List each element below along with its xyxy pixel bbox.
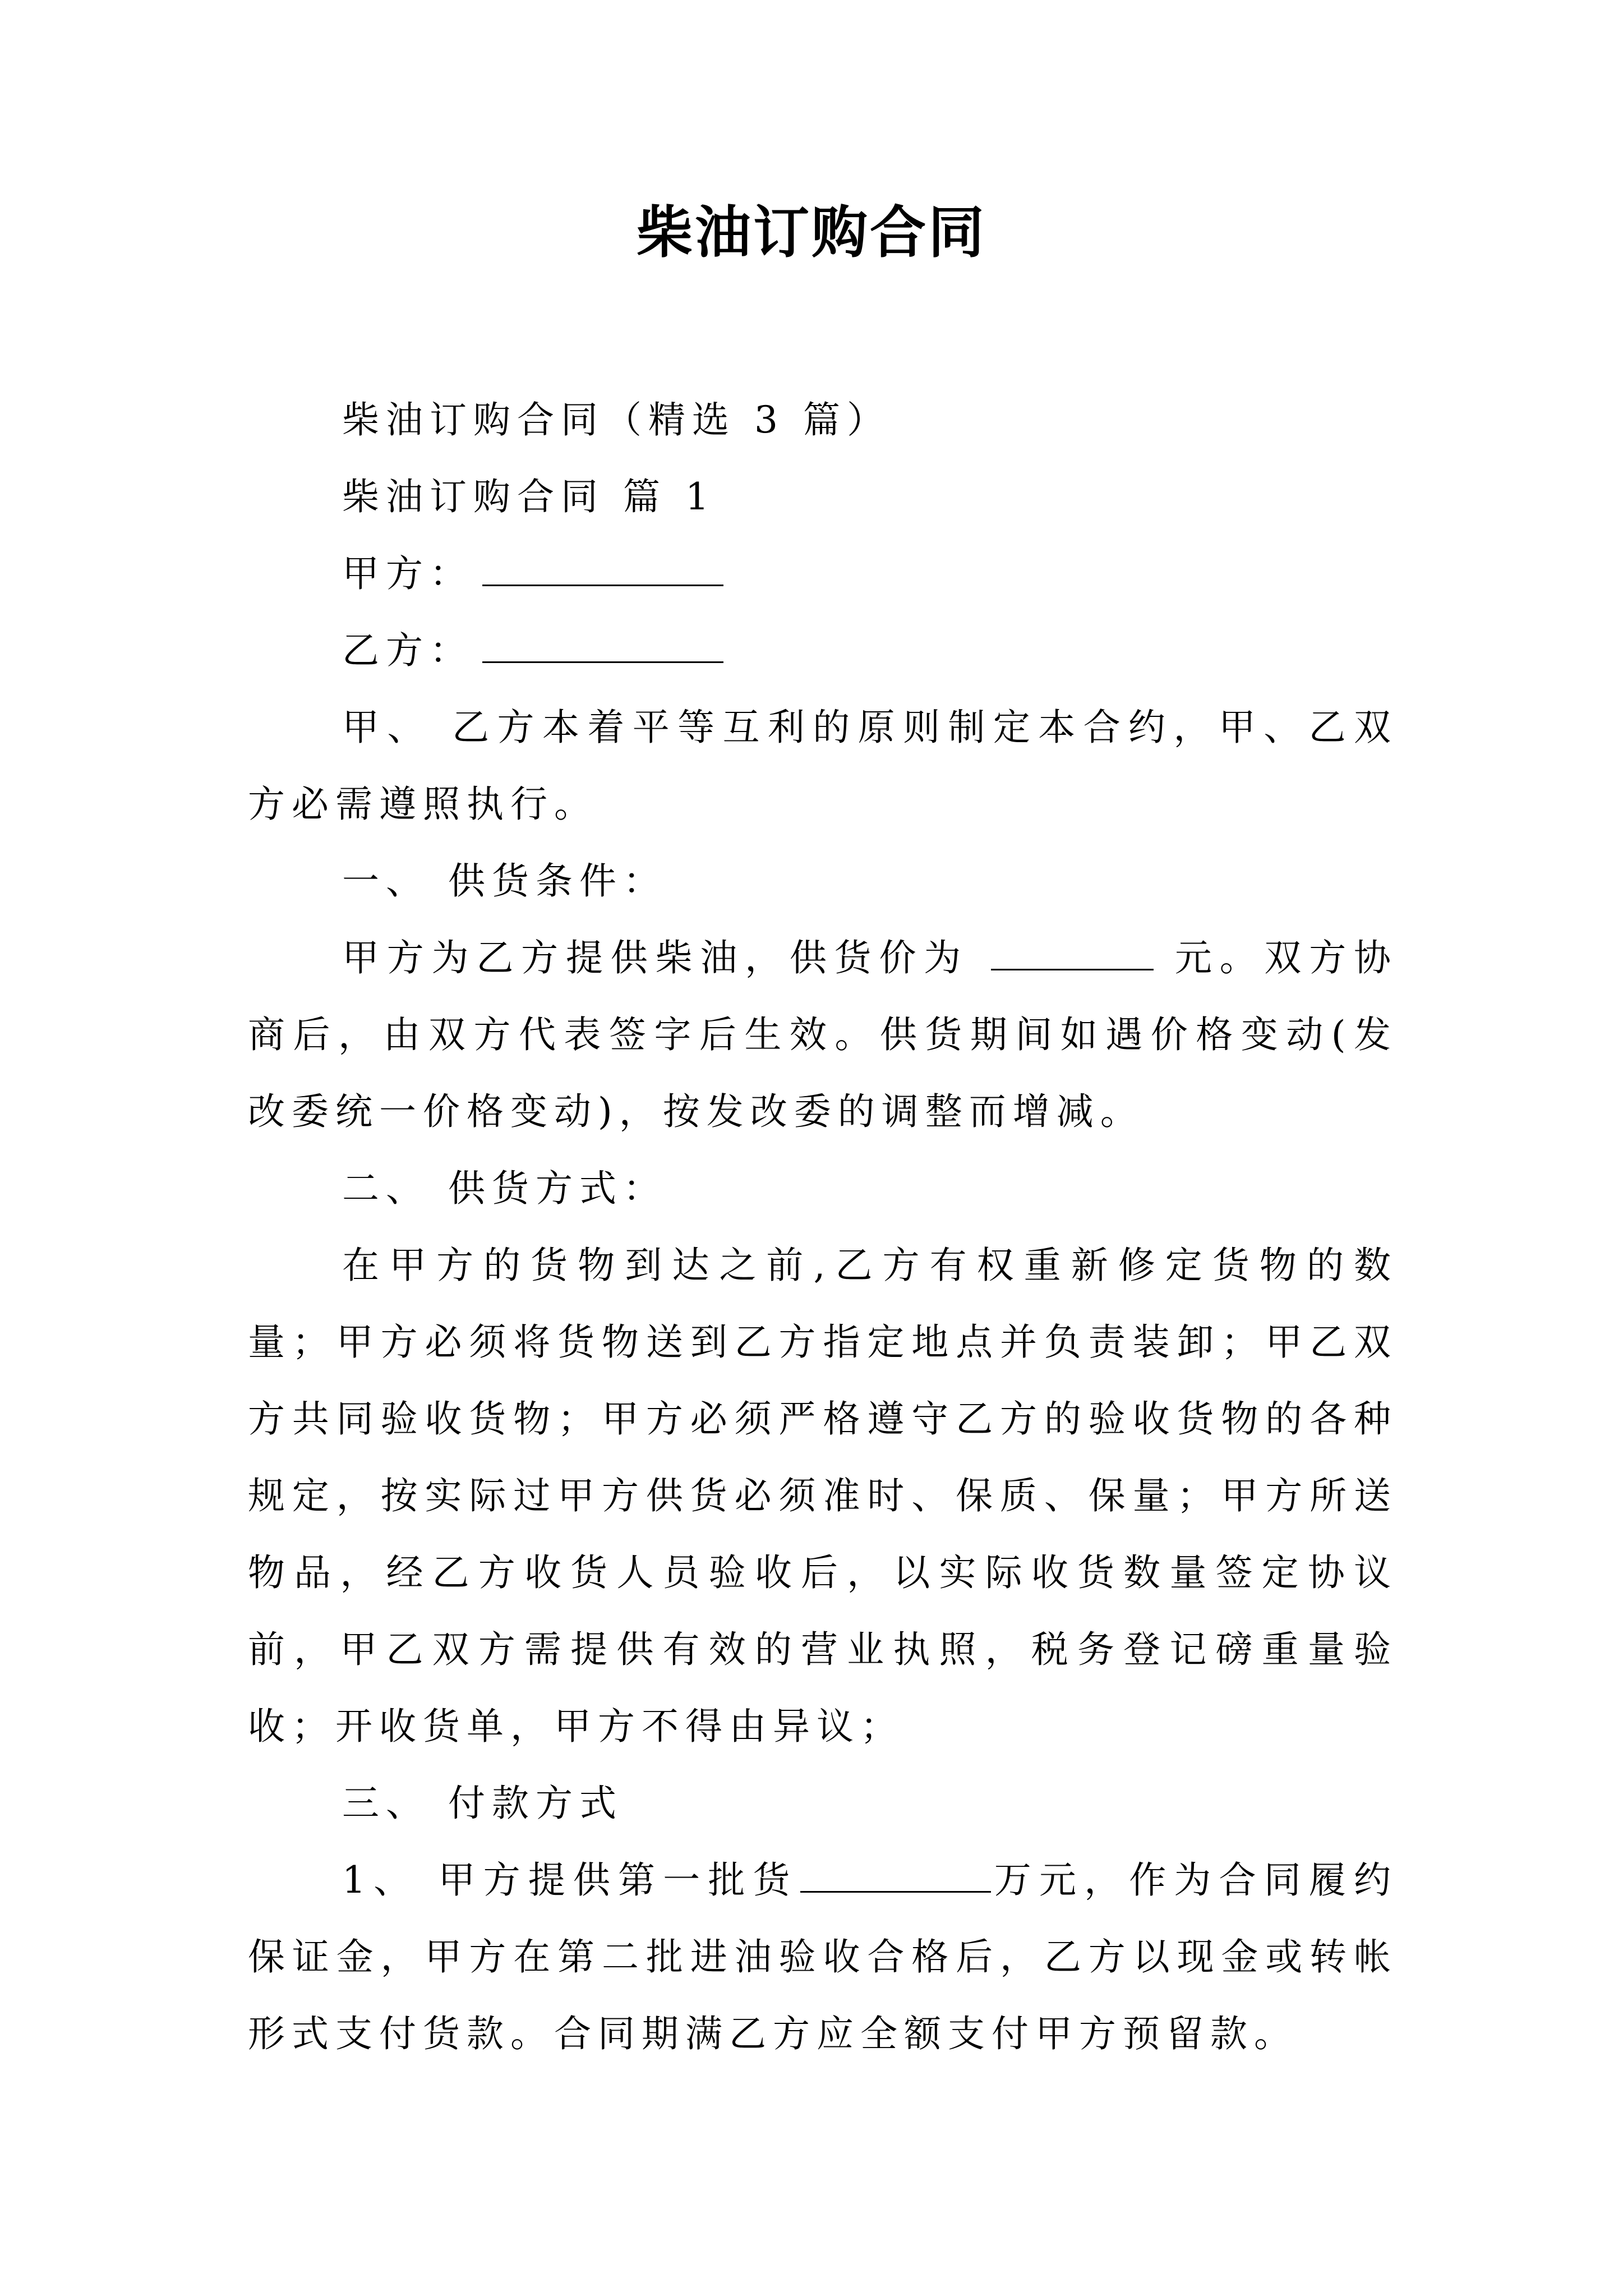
deposit-blank (800, 1883, 991, 1893)
subtitle: 柴油订购合同（精选 3 篇） (342, 398, 891, 441)
party-b-line (248, 612, 1398, 689)
clause1-heading: 一、 供货条件： (342, 859, 667, 903)
party-a-label: 甲方： (342, 552, 473, 595)
clause2-paragraph: 在甲方的货物到达之前,乙方有权重新修定货物的数量；甲方必须将货物送到乙方指定地点并负责装卸；甲乙双方共同验收货物；甲方必须严格遵守乙方的验收货物的各种规定，按实际过甲方供货必须准时、保质、保量；甲方所送物品，经乙方收货人员验收后，以实际收货数量签定协议前，甲乙双方需提供有效的营业执照，税务登记磅重量验收；开收货单，甲方不得由异议； (248, 1244, 1398, 1748)
clause1-paragraph (248, 919, 1398, 1150)
intro-paragraph: 甲、 乙方本着平等互利的原则制定本合约，甲、乙双方必需遵照执行。 (248, 706, 1398, 826)
party-b-blank (482, 654, 723, 663)
clause1-text-a: 甲方为乙方提供柴油，供货价为 (342, 936, 969, 979)
document-title: 柴油订购合同 (637, 200, 986, 265)
clause3-item1-text-b: 万元，作为合同履约保证金，甲方在第二批进油验收合格后，乙方以现金或转帐形式支付货款。合同期满乙方应全额支付甲方预留款。 (248, 1858, 1398, 2055)
price-blank (991, 961, 1154, 970)
party-a-line (248, 535, 1398, 612)
clause3-item1 (248, 1842, 1398, 2072)
clause3-heading: 三、 付款方式 (342, 1782, 623, 1825)
party-a-blank (482, 577, 723, 586)
clause3-item1-text-a: 1、 甲方提供第一批货 (342, 1858, 798, 1902)
section-heading: 柴油订购合同 篇 1 (342, 475, 716, 518)
document-body (248, 381, 1398, 2072)
party-b-label: 乙方： (342, 629, 473, 672)
clause2-heading: 二、 供货方式： (342, 1167, 667, 1210)
clause1-text-b: 元。双方协商后，由双方代表签字后生效。供货期间如遇价格变动(发改委统一价格变动)，按发改委的调整而增减。 (248, 936, 1398, 1133)
